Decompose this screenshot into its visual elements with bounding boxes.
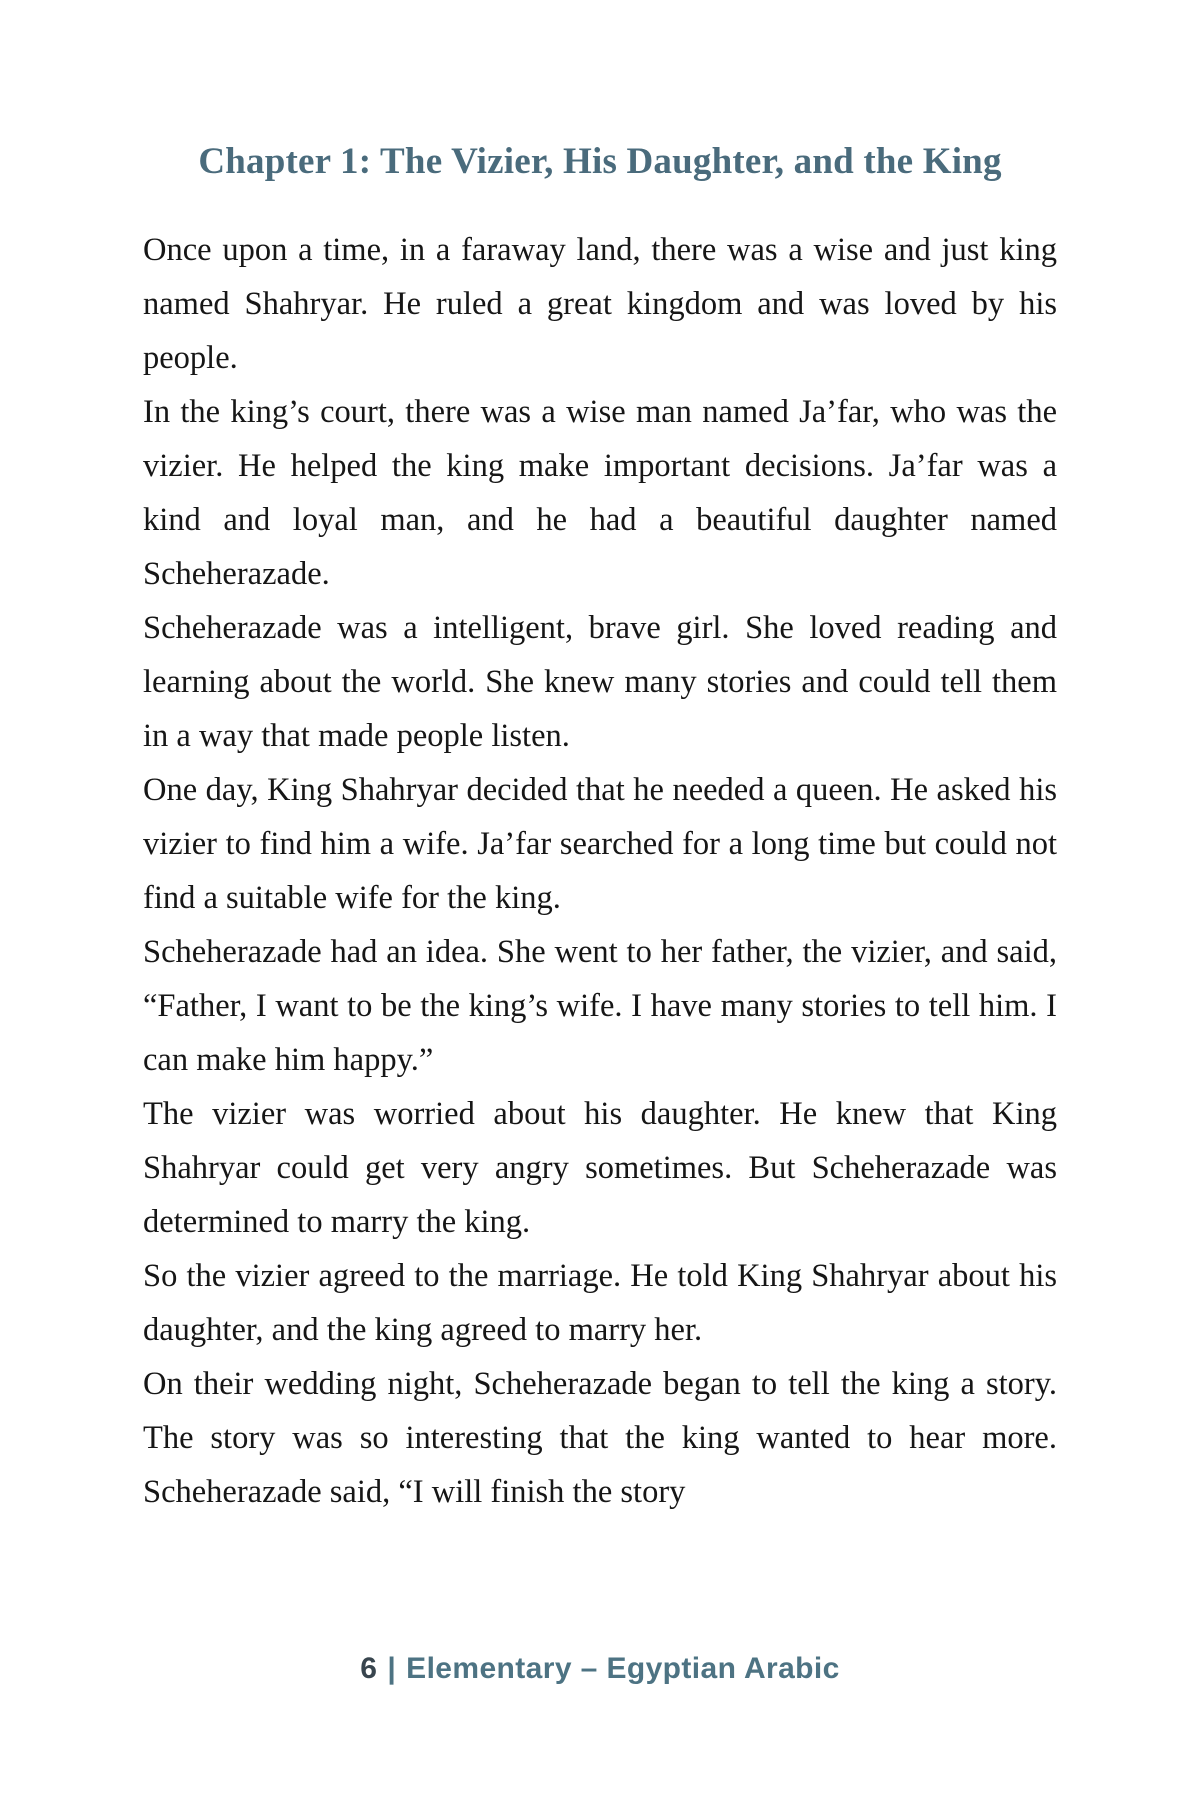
paragraph: In the king’s court, there was a wise man named Ja’far, who was the vizier. He helped the king make important decisions. Ja’far was a kind and loyal man, and he had a beautiful daughter named Scheherazade. xyxy=(143,394,1057,592)
footer-series-title: Elementary – Egyptian Arabic xyxy=(406,1652,840,1685)
paragraph: Scheherazade was a intelligent, brave girl. She loved reading and learning about the world. She knew many stories and could tell them in a way that made people listen. xyxy=(143,610,1057,754)
paragraph: Scheherazade had an idea. She went to her father, the vizier, and said, “Father, I want to be the king’s wife. I have many stories to tell him. I can make him happy.” xyxy=(143,934,1057,1078)
chapter-title: Chapter 1: The Vizier, His Daughter, and the King xyxy=(198,141,1002,182)
footer-separator: | xyxy=(387,1652,397,1685)
paragraph: One day, King Shahryar decided that he needed a queen. He asked his vizier to find him a wife. Ja’far searched for a long time but could not find a suitable wife for the king. xyxy=(143,772,1057,916)
paragraph: On their wedding night, Scheherazade began to tell the king a story. The story was so interesting that the king wanted to hear more. Scheherazade said, “I will finish the story xyxy=(143,1366,1057,1510)
paragraph: Once upon a time, in a faraway land, there was a wise and just king named Shahryar. He ruled a great kingdom and was loved by his people. xyxy=(143,232,1057,376)
paragraph: The vizier was worried about his daughter. He knew that King Shahryar could get very angry sometimes. But Scheherazade was determined to marry the king. xyxy=(143,1096,1057,1240)
paragraph: So the vizier agreed to the marriage. He told King Shahryar about his daughter, and the king agreed to marry her. xyxy=(143,1258,1057,1348)
page-number: 6 xyxy=(360,1652,378,1685)
chapter-body xyxy=(143,223,1057,1519)
page-footer xyxy=(0,1652,1200,1686)
